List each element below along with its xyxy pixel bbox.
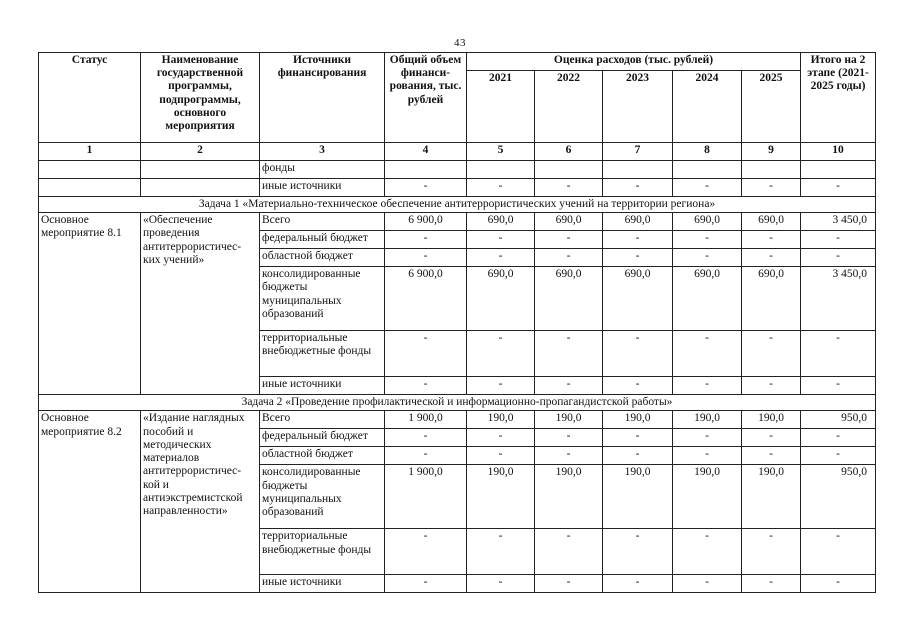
value-cell: -	[535, 249, 603, 267]
value-cell: -	[385, 447, 467, 465]
value-cell: -	[603, 377, 673, 395]
table-row	[39, 161, 876, 179]
value-cell: 950,0	[801, 465, 876, 529]
header-status: Статус	[39, 53, 141, 143]
value-cell: -	[603, 429, 673, 447]
value-cell: -	[801, 447, 876, 465]
task-row	[39, 395, 876, 411]
value-cell: -	[535, 575, 603, 593]
source-cell: областной бюджет	[260, 249, 385, 267]
status-cell	[39, 179, 141, 197]
header-year: 2023	[603, 71, 673, 143]
value-cell: -	[385, 529, 467, 575]
value-cell: -	[603, 447, 673, 465]
header-year: 2021	[467, 71, 535, 143]
source-cell: консолидированные бюджеты муниципальных образований	[260, 465, 385, 529]
value-cell: -	[673, 529, 742, 575]
value-cell: 190,0	[603, 411, 673, 429]
value-cell: -	[385, 249, 467, 267]
header-year: 2025	[742, 71, 801, 143]
value-cell: -	[742, 377, 801, 395]
value-cell: -	[467, 529, 535, 575]
value-cell: -	[673, 331, 742, 377]
value-cell: -	[535, 331, 603, 377]
value-cell: -	[385, 331, 467, 377]
column-number: 9	[742, 143, 801, 161]
budget-table	[38, 52, 876, 593]
value-cell: -	[673, 575, 742, 593]
value-cell: 690,0	[535, 213, 603, 231]
value-cell: -	[742, 179, 801, 197]
value-cell	[673, 161, 742, 179]
value-cell: -	[742, 231, 801, 249]
table-body	[39, 143, 876, 593]
value-cell	[603, 161, 673, 179]
task-title: Задача 1 «Материально-техническое обеспечение антитеррористических учений на территории региона»	[39, 197, 876, 213]
value-cell	[467, 161, 535, 179]
source-cell: территориальные внебюджетные фонды	[260, 529, 385, 575]
value-cell: 3 450,0	[801, 267, 876, 331]
table-row	[39, 179, 876, 197]
value-cell: -	[535, 231, 603, 249]
table-row	[39, 411, 876, 429]
value-cell: 690,0	[673, 213, 742, 231]
value-cell: 6 900,0	[385, 267, 467, 331]
column-number: 7	[603, 143, 673, 161]
value-cell: 690,0	[535, 267, 603, 331]
value-cell: -	[801, 429, 876, 447]
value-cell	[801, 161, 876, 179]
source-cell: федеральный бюджет	[260, 429, 385, 447]
value-cell: -	[603, 529, 673, 575]
source-cell: иные источники	[260, 179, 385, 197]
header-year: 2022	[535, 71, 603, 143]
header-stage-total: Итого на 2 этапе (2021-2025 годы)	[801, 53, 876, 143]
header-sources: Источники финансирования	[260, 53, 385, 143]
source-cell: фонды	[260, 161, 385, 179]
column-number: 6	[535, 143, 603, 161]
value-cell: 190,0	[467, 465, 535, 529]
value-cell: -	[603, 331, 673, 377]
value-cell: -	[385, 231, 467, 249]
value-cell: 6 900,0	[385, 213, 467, 231]
value-cell: 190,0	[742, 465, 801, 529]
value-cell: 690,0	[742, 267, 801, 331]
header-total-volume: Общий объем финанси-рования, тыс. рублей	[385, 53, 467, 143]
value-cell: -	[603, 231, 673, 249]
program-name-cell: «Издание наглядных пособий и методических материалов антитеррористичес-кой и антиэкстремистской направленности»	[141, 411, 260, 593]
value-cell: -	[673, 377, 742, 395]
value-cell: 690,0	[742, 213, 801, 231]
source-cell: иные источники	[260, 575, 385, 593]
value-cell: -	[385, 575, 467, 593]
value-cell: 190,0	[467, 411, 535, 429]
table-header	[39, 53, 876, 143]
task-row	[39, 197, 876, 213]
value-cell: -	[467, 331, 535, 377]
value-cell: -	[673, 249, 742, 267]
value-cell: -	[467, 429, 535, 447]
value-cell: -	[385, 179, 467, 197]
column-number: 2	[141, 143, 260, 161]
header-year: 2024	[673, 71, 742, 143]
program-name-cell	[141, 161, 260, 179]
value-cell: -	[467, 249, 535, 267]
header-program-name: Наименование государственной программы, подпрограммы, основного мероприятия	[141, 53, 260, 143]
value-cell: -	[535, 429, 603, 447]
value-cell: -	[742, 529, 801, 575]
source-cell: консолидированные бюджеты муниципальных образований	[260, 267, 385, 331]
value-cell: 1 900,0	[385, 411, 467, 429]
value-cell: -	[801, 231, 876, 249]
status-cell: Основное мероприятие 8.2	[39, 411, 141, 593]
value-cell: -	[673, 447, 742, 465]
column-number: 1	[39, 143, 141, 161]
table-row	[39, 213, 876, 231]
column-number-row	[39, 143, 876, 161]
value-cell	[742, 161, 801, 179]
value-cell: -	[535, 179, 603, 197]
source-cell: территориальные внебюджетные фонды	[260, 331, 385, 377]
value-cell: -	[535, 377, 603, 395]
value-cell: 690,0	[603, 267, 673, 331]
value-cell: 190,0	[742, 411, 801, 429]
value-cell: -	[467, 377, 535, 395]
value-cell	[385, 161, 467, 179]
value-cell: 190,0	[673, 465, 742, 529]
value-cell: -	[673, 231, 742, 249]
value-cell: -	[801, 575, 876, 593]
value-cell: -	[801, 377, 876, 395]
source-cell: областной бюджет	[260, 447, 385, 465]
value-cell: -	[467, 231, 535, 249]
program-name-cell: «Обеспечение проведения антитеррористичес-ких учений»	[141, 213, 260, 395]
value-cell: 190,0	[535, 465, 603, 529]
value-cell: -	[603, 179, 673, 197]
status-cell: Основное мероприятие 8.1	[39, 213, 141, 395]
value-cell: -	[673, 429, 742, 447]
value-cell: 190,0	[535, 411, 603, 429]
value-cell: -	[535, 447, 603, 465]
source-cell: федеральный бюджет	[260, 231, 385, 249]
value-cell: -	[801, 249, 876, 267]
value-cell: -	[467, 447, 535, 465]
value-cell: 690,0	[603, 213, 673, 231]
value-cell: 190,0	[673, 411, 742, 429]
program-name-cell	[141, 179, 260, 197]
task-title: Задача 2 «Проведение профилактической и информационно-пропагандистской работы»	[39, 395, 876, 411]
value-cell: 690,0	[467, 267, 535, 331]
value-cell: -	[603, 249, 673, 267]
value-cell: -	[801, 529, 876, 575]
source-cell: Всего	[260, 411, 385, 429]
value-cell: -	[742, 429, 801, 447]
value-cell: 190,0	[603, 465, 673, 529]
value-cell: 3 450,0	[801, 213, 876, 231]
page-number: 43	[454, 37, 466, 49]
column-number: 8	[673, 143, 742, 161]
status-cell	[39, 161, 141, 179]
value-cell: -	[603, 575, 673, 593]
value-cell: -	[535, 529, 603, 575]
column-number: 4	[385, 143, 467, 161]
value-cell	[535, 161, 603, 179]
value-cell: 1 900,0	[385, 465, 467, 529]
value-cell: -	[742, 249, 801, 267]
value-cell: -	[467, 179, 535, 197]
value-cell: -	[742, 331, 801, 377]
value-cell: 690,0	[467, 213, 535, 231]
column-number: 3	[260, 143, 385, 161]
value-cell: -	[385, 377, 467, 395]
value-cell: -	[801, 179, 876, 197]
value-cell: -	[385, 429, 467, 447]
source-cell: иные источники	[260, 377, 385, 395]
value-cell: -	[742, 575, 801, 593]
value-cell: -	[801, 331, 876, 377]
value-cell: -	[673, 179, 742, 197]
value-cell: 950,0	[801, 411, 876, 429]
value-cell: -	[742, 447, 801, 465]
column-number: 5	[467, 143, 535, 161]
header-estimate: Оценка расходов (тыс. рублей)	[467, 53, 801, 71]
value-cell: 690,0	[673, 267, 742, 331]
value-cell: -	[467, 575, 535, 593]
source-cell: Всего	[260, 213, 385, 231]
column-number: 10	[801, 143, 876, 161]
